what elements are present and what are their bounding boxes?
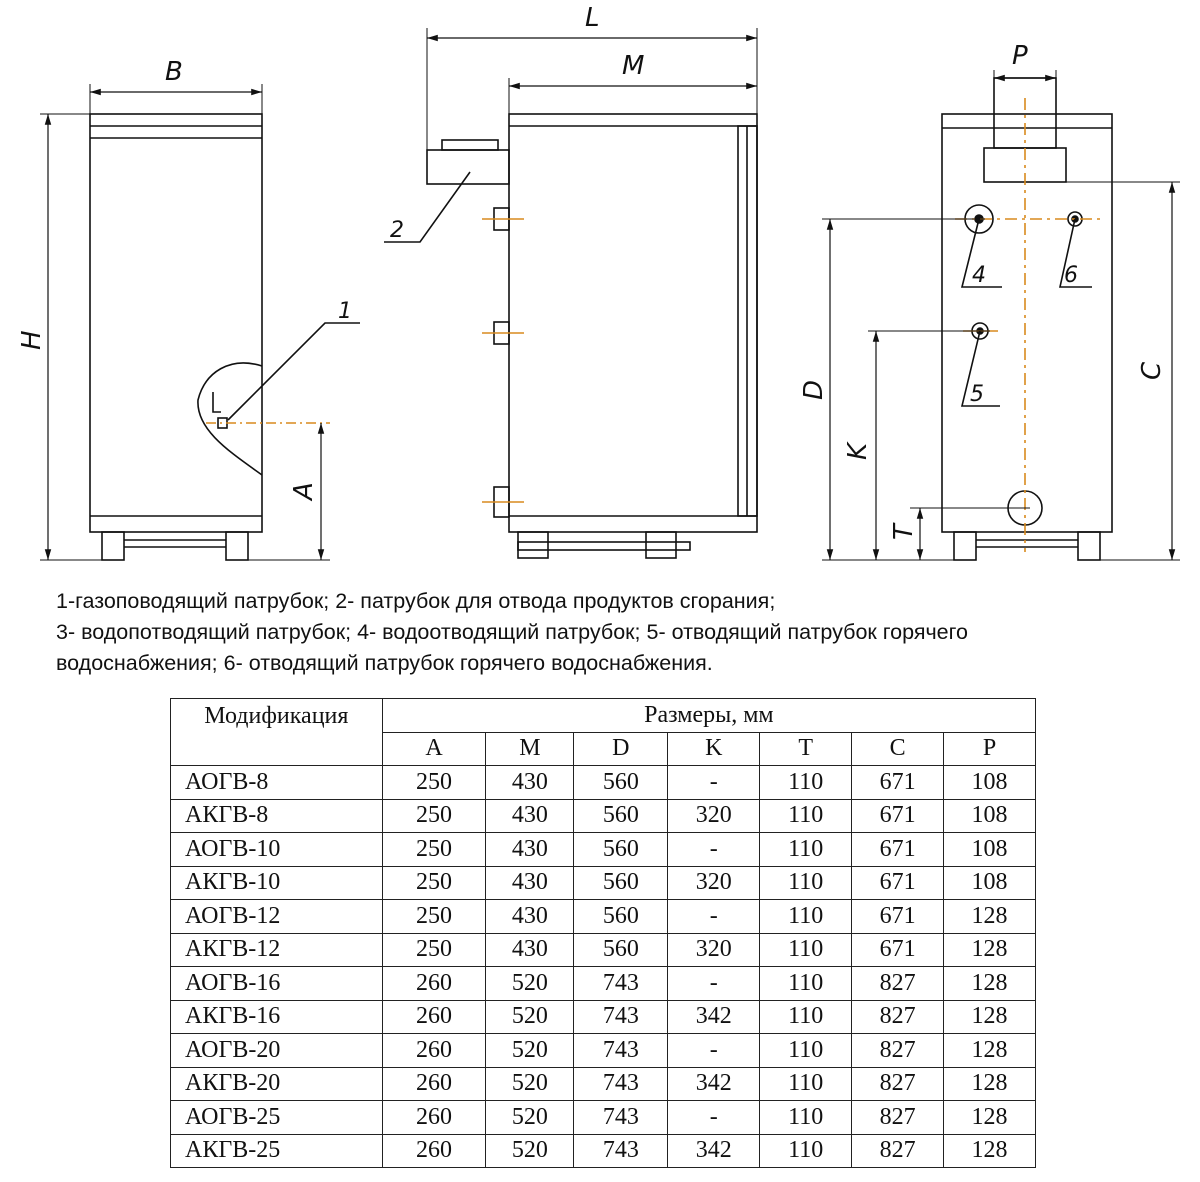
callout-4: 4 <box>972 263 986 288</box>
cell-d: 743 <box>574 1034 668 1068</box>
table-row <box>171 1067 1036 1101</box>
table-row <box>171 833 1036 867</box>
cell-m: 430 <box>486 799 574 833</box>
dim-label-d: D <box>799 379 829 400</box>
cell-t: 110 <box>760 1034 852 1068</box>
column-header-d: D <box>574 732 668 766</box>
cell-t: 110 <box>760 833 852 867</box>
dim-label-b: B <box>165 57 183 87</box>
cell-p: 128 <box>944 1000 1036 1034</box>
front-leg-right <box>226 532 248 560</box>
cell-d: 560 <box>574 799 668 833</box>
cell-t: 110 <box>760 933 852 967</box>
cell-m: 520 <box>486 1067 574 1101</box>
dim-label-l: L <box>585 3 600 33</box>
cell-c: 671 <box>852 866 944 900</box>
gas-inlet-fitting <box>218 418 227 428</box>
cell-m: 430 <box>486 833 574 867</box>
cell-d: 743 <box>574 1134 668 1168</box>
cell-model: АОГВ-10 <box>171 833 383 867</box>
cell-c: 671 <box>852 833 944 867</box>
cell-p: 128 <box>944 1134 1036 1168</box>
table-row <box>171 1000 1036 1034</box>
front-body <box>90 114 262 532</box>
column-header-p: P <box>944 732 1036 766</box>
cell-a: 250 <box>382 900 486 934</box>
cell-t: 110 <box>760 967 852 1001</box>
cell-a: 260 <box>382 1034 486 1068</box>
cell-d: 743 <box>574 1101 668 1135</box>
rear-view <box>822 70 1180 560</box>
cell-t: 110 <box>760 1067 852 1101</box>
cell-model: АОГВ-25 <box>171 1101 383 1135</box>
legend-line-3: водоснабжения; 6- отводящий патрубок горячего водоснабжения. <box>56 651 713 675</box>
cell-d: 743 <box>574 1000 668 1034</box>
cell-m: 430 <box>486 900 574 934</box>
cell-k: - <box>668 766 760 800</box>
cell-k: - <box>668 967 760 1001</box>
cell-model: АОГВ-20 <box>171 1034 383 1068</box>
table-body <box>171 766 1036 1168</box>
cell-p: 108 <box>944 833 1036 867</box>
callout-2: 2 <box>390 218 404 243</box>
rear-body <box>942 114 1112 532</box>
cell-model: АКГВ-20 <box>171 1067 383 1101</box>
callout-1: 1 <box>338 299 352 324</box>
cell-model: АОГВ-8 <box>171 766 383 800</box>
cell-k: 342 <box>668 1134 760 1168</box>
cell-p: 128 <box>944 1101 1036 1135</box>
dim-label-p: P <box>1012 41 1028 71</box>
front-leg-left <box>102 532 124 560</box>
cell-t: 110 <box>760 1101 852 1135</box>
cell-p: 108 <box>944 866 1036 900</box>
cell-t: 110 <box>760 766 852 800</box>
cell-c: 827 <box>852 1134 944 1168</box>
column-header-t: T <box>760 732 852 766</box>
dim-label-t: T <box>889 524 919 540</box>
cell-t: 110 <box>760 900 852 934</box>
cell-model: АКГВ-8 <box>171 799 383 833</box>
cell-t: 110 <box>760 799 852 833</box>
table-row <box>171 866 1036 900</box>
cell-k: 342 <box>668 1000 760 1034</box>
table-row <box>171 799 1036 833</box>
cell-a: 250 <box>382 799 486 833</box>
side-view <box>384 28 757 558</box>
cell-m: 430 <box>486 766 574 800</box>
cell-p: 128 <box>944 900 1036 934</box>
header-sizes: Размеры, мм <box>382 699 1035 733</box>
cell-model: АОГВ-12 <box>171 900 383 934</box>
cell-m: 520 <box>486 967 574 1001</box>
table-row <box>171 900 1036 934</box>
column-header-a: A <box>382 732 486 766</box>
dimensions-table <box>170 698 1036 1168</box>
cell-p: 128 <box>944 1067 1036 1101</box>
cell-model: АКГВ-25 <box>171 1134 383 1168</box>
cell-t: 110 <box>760 866 852 900</box>
legend-line-2: 3- водопотводящий патрубок; 4- водоотводящий патрубок; 5- отводящий патрубок горячего <box>56 620 968 644</box>
cell-c: 671 <box>852 799 944 833</box>
cell-d: 560 <box>574 900 668 934</box>
cell-c: 827 <box>852 1067 944 1101</box>
side-body <box>509 114 757 532</box>
cell-p: 128 <box>944 933 1036 967</box>
cell-t: 110 <box>760 1134 852 1168</box>
column-header-k: K <box>668 732 760 766</box>
cell-a: 260 <box>382 1000 486 1034</box>
cell-c: 827 <box>852 1000 944 1034</box>
cell-p: 128 <box>944 967 1036 1001</box>
cell-d: 560 <box>574 833 668 867</box>
cell-k: 320 <box>668 933 760 967</box>
callout-6: 6 <box>1064 263 1078 288</box>
header-modification: Модификация <box>171 699 383 766</box>
dim-label-c: C <box>1137 361 1167 380</box>
cell-p: 108 <box>944 799 1036 833</box>
cell-m: 430 <box>486 933 574 967</box>
column-header-m: M <box>486 732 574 766</box>
cell-d: 560 <box>574 933 668 967</box>
cell-a: 250 <box>382 933 486 967</box>
cell-a: 260 <box>382 1134 486 1168</box>
cell-model: АКГВ-16 <box>171 1000 383 1034</box>
cell-a: 260 <box>382 1101 486 1135</box>
cell-k: - <box>668 900 760 934</box>
table-row <box>171 1034 1036 1068</box>
cell-c: 671 <box>852 900 944 934</box>
cell-a: 250 <box>382 866 486 900</box>
cell-d: 743 <box>574 967 668 1001</box>
legend <box>56 586 1186 679</box>
cell-m: 520 <box>486 1000 574 1034</box>
cell-t: 110 <box>760 1000 852 1034</box>
cell-c: 827 <box>852 1101 944 1135</box>
table-row <box>171 967 1036 1001</box>
boiler-technical-drawing <box>0 0 1200 580</box>
table-row <box>171 933 1036 967</box>
cell-k: - <box>668 1034 760 1068</box>
cell-model: АОГВ-16 <box>171 967 383 1001</box>
column-header-c: C <box>852 732 944 766</box>
cell-c: 671 <box>852 766 944 800</box>
cell-d: 743 <box>574 1067 668 1101</box>
cell-c: 827 <box>852 967 944 1001</box>
cell-d: 560 <box>574 766 668 800</box>
callout-5: 5 <box>970 382 984 407</box>
cell-k: 342 <box>668 1067 760 1101</box>
cell-m: 520 <box>486 1101 574 1135</box>
cell-m: 430 <box>486 866 574 900</box>
cell-d: 560 <box>574 866 668 900</box>
cell-model: АКГВ-10 <box>171 866 383 900</box>
dim-label-h: H <box>17 330 47 350</box>
dim-label-k: K <box>843 442 873 460</box>
cell-a: 260 <box>382 967 486 1001</box>
cell-c: 827 <box>852 1034 944 1068</box>
cell-k: 320 <box>668 799 760 833</box>
cell-a: 260 <box>382 1067 486 1101</box>
cell-m: 520 <box>486 1134 574 1168</box>
flue-outlet <box>427 150 509 184</box>
cell-p: 108 <box>944 766 1036 800</box>
cell-k: 320 <box>668 866 760 900</box>
cell-p: 128 <box>944 1034 1036 1068</box>
cell-a: 250 <box>382 833 486 867</box>
table-row <box>171 1134 1036 1168</box>
table-row <box>171 766 1036 800</box>
legend-line-1: 1-газоповодящий патрубок; 2- патрубок для отвода продуктов сгорания; <box>56 589 776 613</box>
cell-a: 250 <box>382 766 486 800</box>
dim-label-m: M <box>622 51 645 81</box>
cell-model: АКГВ-12 <box>171 933 383 967</box>
cell-c: 671 <box>852 933 944 967</box>
table-row <box>171 1101 1036 1135</box>
dim-label-a: A <box>289 482 319 500</box>
cell-k: - <box>668 833 760 867</box>
cell-k: - <box>668 1101 760 1135</box>
cell-m: 520 <box>486 1034 574 1068</box>
